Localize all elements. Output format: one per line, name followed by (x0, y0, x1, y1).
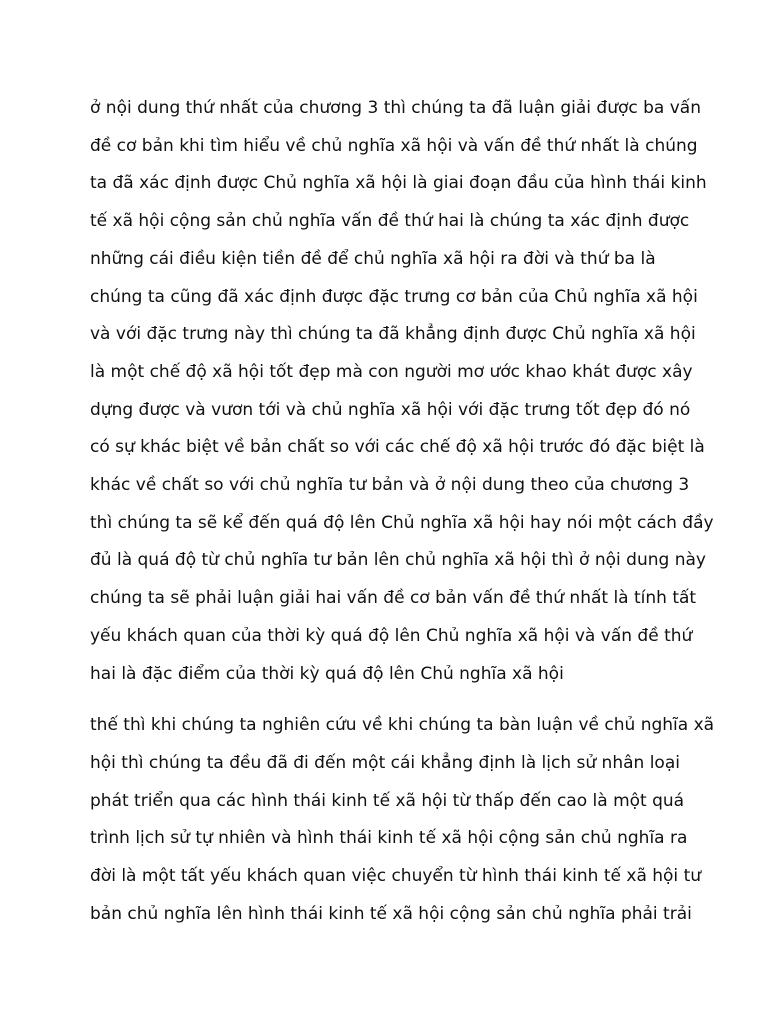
text-line: là một chế độ xã hội tốt đẹp mà con người mơ ước khao khát được xây (90, 361, 693, 382)
text-line: thì chúng ta sẽ kể đến quá độ lên Chủ nghĩa xã hội hay nói một cách đầy (90, 512, 714, 533)
text-line: những cái điều kiện tiền đề để chủ nghĩa xã hội ra đời và thứ ba là (90, 248, 656, 269)
text-line: chúng ta cũng đã xác định được đặc trưng cơ bản của Chủ nghĩa xã hội (90, 286, 698, 307)
text-line: ta đã xác định được Chủ nghĩa xã hội là giai đoạn đầu của hình thái kinh (90, 173, 707, 194)
paragraph-1 (90, 90, 714, 693)
text-line: đủ là quá độ từ chủ nghĩa tư bản lên chủ nghĩa xã hội thì ở nội dung này (90, 550, 706, 571)
text-line: chúng ta sẽ phải luận giải hai vấn đề cơ bản vấn đề thứ nhất là tính tất (90, 588, 697, 609)
text-line: dựng được và vươn tới và chủ nghĩa xã hội với đặc trưng tốt đẹp đó nó (90, 399, 691, 420)
text-line: đời là một tất yếu khách quan việc chuyển từ hình thái kinh tế xã hội tư (90, 866, 702, 887)
text-line: bản chủ nghĩa lên hình thái kinh tế xã hội cộng sản chủ nghĩa phải trải (90, 903, 692, 924)
text-line: có sự khác biệt về bản chất so với các chế độ xã hội trước đó đặc biệt là (90, 437, 705, 458)
text-line: hai là đặc điểm của thời kỳ quá độ lên Chủ nghĩa xã hội (90, 663, 564, 684)
text-line: hội thì chúng ta đều đã đi đến một cái khẳng định là lịch sử nhân loại (90, 752, 680, 773)
document-body (90, 90, 715, 933)
text-line: tế xã hội cộng sản chủ nghĩa vấn đề thứ hai là chúng ta xác định được (90, 211, 690, 232)
paragraph-2 (90, 707, 715, 933)
text-line: khác về chất so với chủ nghĩa tư bản và ở nội dung theo của chương 3 (90, 475, 690, 496)
text-line: và với đặc trưng này thì chúng ta đã khẳng định được Chủ nghĩa xã hội (90, 324, 696, 345)
text-line: trình lịch sử tự nhiên và hình thái kinh tế xã hội cộng sản chủ nghĩa ra (90, 828, 688, 849)
text-line: ở nội dung thứ nhất của chương 3 thì chúng ta đã luận giải được ba vấn (90, 98, 701, 118)
text-line: phát triển qua các hình thái kinh tế xã hội từ thấp đến cao là một quá (90, 790, 685, 811)
text-line: đề cơ bản khi tìm hiểu về chủ nghĩa xã hội và vấn đề thứ nhất là chúng (90, 135, 698, 156)
text-line: yếu khách quan của thời kỳ quá độ lên Chủ nghĩa xã hội và vấn đề thứ (90, 625, 693, 646)
text-line: thế thì khi chúng ta nghiên cứu về khi chúng ta bàn luận về chủ nghĩa xã (90, 715, 715, 736)
